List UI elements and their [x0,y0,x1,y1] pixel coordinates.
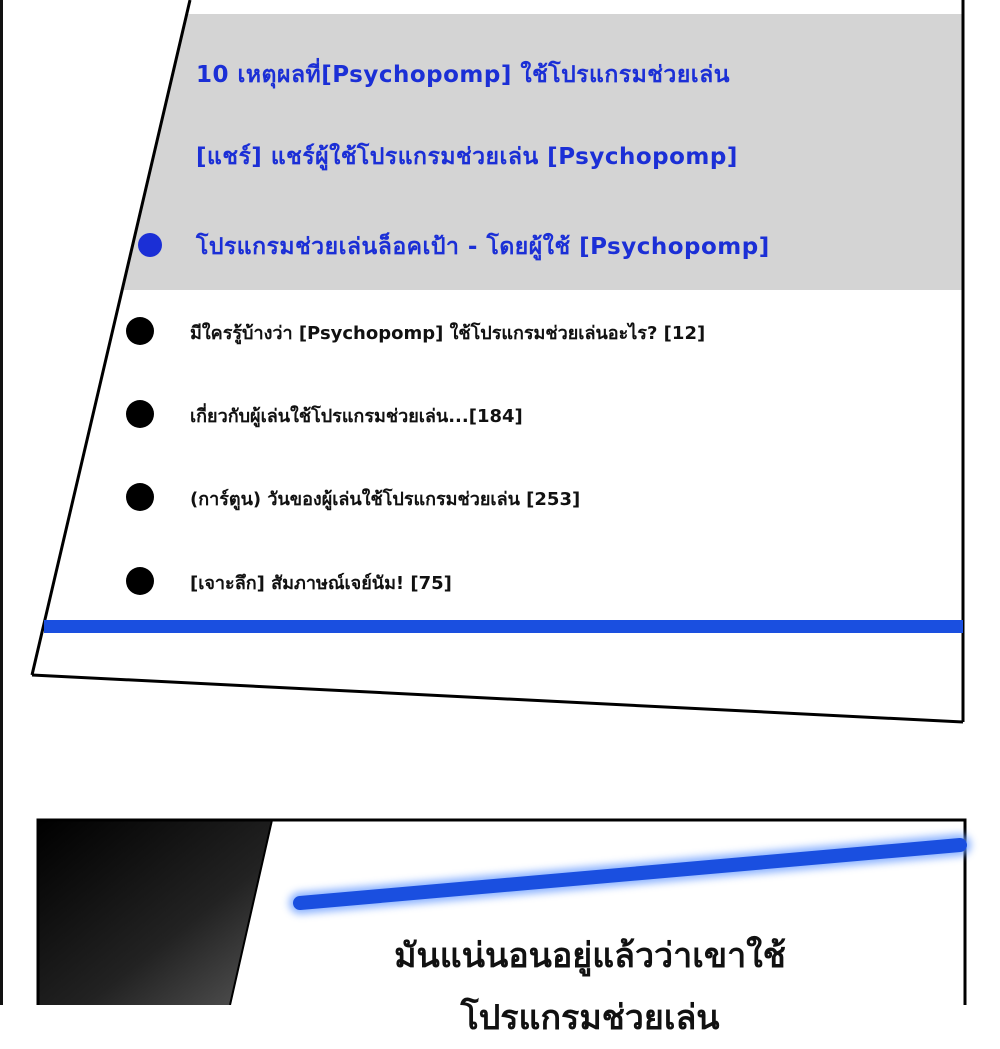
blue-glow-line [300,845,960,903]
thread-row-2[interactable] [190,401,523,430]
caption-panel [0,815,1000,1038]
thread-row-1[interactable] [190,318,705,347]
bullet-icon [138,233,162,257]
bullet-icon [126,567,154,595]
thread-title: โปรแกรมช่วยเล่นล็อคเป้า - โดยผู้ใช้ [Psychopomp] [196,234,770,260]
highlighted-thread-3[interactable] [196,229,770,265]
thread-row-4[interactable] [190,568,452,597]
thread-title: 10 เหตุผลที่[Psychopomp] ใช้โปรแกรมช่วยเล่น [196,62,730,88]
caption-line-2: โปรแกรมช่วยเล่น [460,998,720,1038]
blue-divider-bar [44,620,963,633]
bullet-icon [126,400,154,428]
thread-title: เกี่ยวกับผู้เล่นใช้โปรแกรมช่วยเล่น...[184] [190,406,523,427]
thread-title: มีใครรู้บ้างว่า [Psychopomp] ใช้โปรแกรมช่วยเล่นอะไร? [12] [190,323,706,344]
bullet-icon [126,483,154,511]
caption-line-1: มันแน่นอนอยู่แล้วว่าเขาใช้ [394,936,786,976]
thread-title: [เจาะลึก] สัมภาษณ์เจย์นัม! [75] [190,573,452,594]
highlighted-thread-2[interactable] [196,139,738,175]
thread-title: [แชร์] แชร์ผู้ใช้โปรแกรมช่วยเล่น [Psychopomp] [196,144,738,170]
bullet-icon [126,317,154,345]
highlighted-thread-1[interactable] [196,57,730,93]
speech-caption [330,925,850,1049]
thread-title: (การ์ตูน) วันของผู้เล่นใช้โปรแกรมช่วยเล่น [253] [190,489,581,510]
thread-row-3[interactable] [190,484,580,513]
